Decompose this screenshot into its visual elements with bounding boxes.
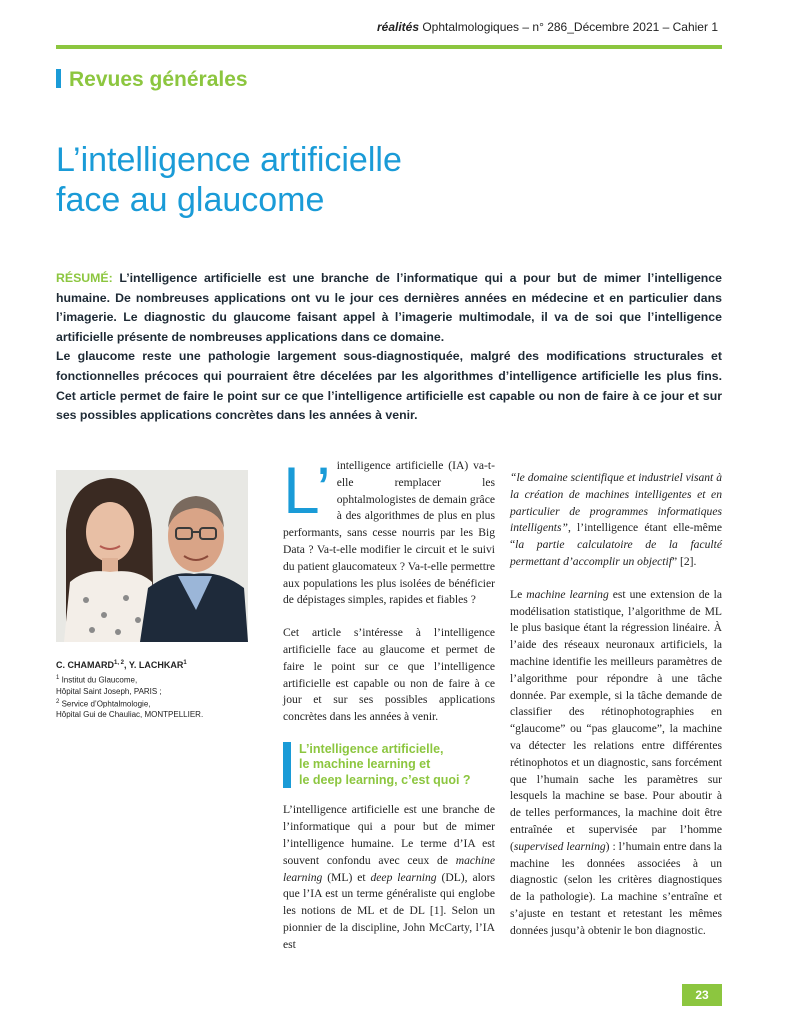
definition-paragraph xyxy=(283,802,495,953)
affiliation-2-line-1: Service d’Ophtalmologie, xyxy=(59,699,151,709)
definition-text-c: (DL), alors que l’IA est un terme généraliste qui englobe les notions de ML et de DL [1]. Selon un pionnier de la discipline, John McCarty, l’IA est xyxy=(283,870,495,951)
journal-name: réalités xyxy=(376,20,419,34)
abstract-label: RÉSUMÉ: xyxy=(56,271,113,285)
section-label xyxy=(56,68,248,92)
ml-text-c: ) : l’humain entre dans la machine les données associées à un diagnostic (selon les critères diagnostiques de la pathologie). La machine s’entraîne et s’ajuste en testant et retestant les mêmes données jusqu’à obtenir le bon diagnostic. xyxy=(510,839,722,937)
title-line-1: L’intelligence artificielle xyxy=(56,141,402,179)
definition-text-a: L’intelligence artificielle est une branche de l’informatique qui a pour but de mimer l’intelligence humaine. Le terme d’IA est souvent confondu avec ceux de xyxy=(283,803,495,867)
subheading-text xyxy=(299,742,471,789)
article-title xyxy=(56,140,616,220)
subheading xyxy=(283,742,495,789)
term-machine-learning: machine learning xyxy=(283,853,495,884)
ml-text-a: Le xyxy=(510,587,527,601)
top-rule xyxy=(56,45,722,49)
subheading-line-3: le deep learning, c’est quoi ? xyxy=(299,772,471,787)
intro-paragraph xyxy=(283,453,495,609)
abstract-paragraph-1 xyxy=(56,269,722,347)
author-sup-1: 1, 2 xyxy=(114,660,125,666)
abstract-paragraph-2: Le glaucome reste une pathologie largement sous-diagnostiquée, malgré des modifications structurales et fonctionnelles précoces qui pourraient être décelées par les algorithmes d’intelligence artificielle les plus fins. Cet article permet de faire le point sur ce que l’intelligence artificielle est capable ou non de faire à ce jour et sur ses possibles applications concrètes dans les années à venir. xyxy=(56,349,722,423)
subheading-line-2: le machine learning et xyxy=(299,757,431,772)
ml-paragraph xyxy=(510,587,722,940)
affiliation-2 xyxy=(56,697,256,721)
drop-cap: L’ xyxy=(283,453,331,527)
section-bar xyxy=(56,69,61,88)
author-name-2: , Y. LACHKAR xyxy=(124,660,184,670)
authors-photo-illustration xyxy=(56,470,248,642)
title-line-2: face au glaucome xyxy=(56,181,325,219)
subheading-bar xyxy=(283,742,291,789)
body-column-2 xyxy=(510,470,722,956)
purpose-paragraph: Cet article s’intéresse à l’intelligence artificielle face au glaucome et permet de faire le point sur ce que l’intelligence artificielle est capable ou non de faire à ce jour et sur ses possibles applications concrètes dans les années à venir. xyxy=(283,626,495,724)
author-names xyxy=(56,658,256,671)
affiliation-1-line-2: Hôpital Saint Joseph, PARIS ; xyxy=(56,686,162,696)
body-column-1 xyxy=(283,453,495,970)
quote-end: ” [2]. xyxy=(671,554,697,568)
quote-mid: , l’intelligence étant elle-même “ xyxy=(510,521,722,552)
quote-definition: “le domaine scientifique et industriel visant à la création de machines intelligentes et en particulier de programmes informatiques intelligents” xyxy=(510,471,722,535)
ml-text-b: est une extension de la modélisation statistique, l’algorithme de ML le plus basique étant la régression linéaire. À l’aide des réseaux neuronaux artificiels, la machine identifie les meilleurs paramètres de l’algorithme pour répondre à une tâche donnée. Par exemple, si la tâche demande de classifier des rétinophotographies en “glaucome” ou “pas glaucome”, la machine va détecter les relations entre différentes rétinophotos et un diagnostic, sans forcément que l’humain sache les paramètres sur lesquels la machine se base. Pour aboutir à de telles performances, la machine doit être entraînée et supervisée par l’homme ( xyxy=(510,587,722,853)
authors-photo xyxy=(56,470,248,642)
quote-intelligence: la partie calculatoire de la faculté permettant d’accomplir un objectif xyxy=(510,538,722,568)
term-supervised-learning: supervised learning xyxy=(513,839,606,853)
journal-issue: Ophtalmologiques – n° 286_Décembre 2021 – Cahier 1 xyxy=(419,20,718,34)
affiliation-1 xyxy=(56,673,256,697)
subheading-line-1: L’intelligence artificielle, xyxy=(299,741,444,756)
author-sup-2: 1 xyxy=(183,660,187,666)
running-head xyxy=(377,20,718,34)
affiliation-2-number: 2 xyxy=(56,698,60,705)
author-name-1: C. CHAMARD xyxy=(56,660,114,670)
abstract xyxy=(56,269,722,426)
abstract-text-1: L’intelligence artificielle est une branche de l’informatique qui a pour but de mimer l’intelligence humaine. De nombreuses applications ont vu le jour ces dernières années en médecine et en particulier dans l’imagerie. Le diagnostic du glaucome faisant appel à l’imagerie multimodale, il va de soi que l’intelligence artificielle présente de nombreuses applications dans ce domaine. xyxy=(56,271,722,344)
affiliation-1-line-1: Institut du Glaucome, xyxy=(59,675,138,685)
definition-text-b: (ML) et xyxy=(322,870,371,884)
intro-text: intelligence artificielle (IA) va-t-elle remplacer les ophtalmologistes de demain grâce à des algorithmes de plus en plus performants, sans cesse nourris par les Big Data ? Va-t-elle modifier le circuit et le suivi du patient glaucomateux ? Va-t-elle permettre aux populations les plus isolées de bénéficier de dépistages simples, rapides et fiables ? xyxy=(283,459,495,607)
section-label-text: Revues générales xyxy=(69,68,248,91)
author-block xyxy=(56,658,256,720)
affiliation-1-number: 1 xyxy=(56,675,60,681)
quote-paragraph xyxy=(510,470,722,571)
affiliation-2-line-2: Hôpital Gui de Chauliac, MONTPELLIER. xyxy=(56,710,204,720)
term-deep-learning: deep learning xyxy=(370,870,437,884)
term-machine-learning-2: machine learning xyxy=(526,587,609,601)
page-number: 23 xyxy=(682,984,722,1006)
